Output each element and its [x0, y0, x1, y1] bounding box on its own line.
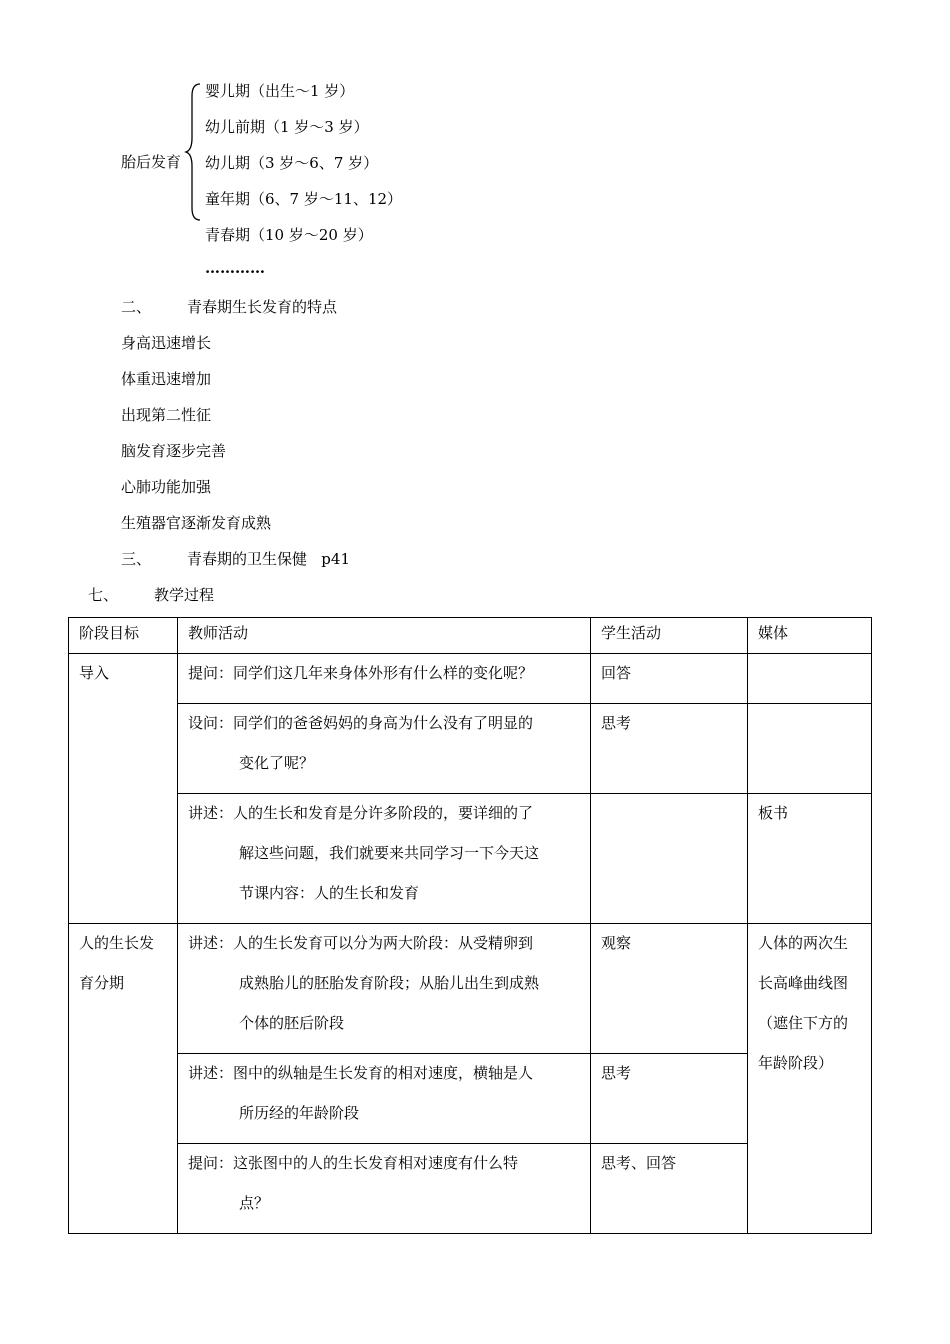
student-cell: 思考 — [591, 704, 748, 794]
stage-infant: 婴儿期（出生～1 岁） — [205, 82, 355, 100]
media-cell: 板书 — [748, 794, 872, 924]
table-row — [69, 924, 872, 1054]
stage-cell: 人的生长发 育分期 — [69, 924, 178, 1234]
section7-number: 七、 — [88, 586, 119, 604]
feature-item: 身高迅速增长 — [121, 334, 212, 352]
feature-item: 出现第二性征 — [121, 406, 212, 424]
table-row — [69, 794, 872, 924]
stage-cell: 导入 — [69, 654, 178, 924]
student-cell: 观察 — [591, 924, 748, 1054]
section7-title: 教学过程 — [154, 586, 215, 604]
postnatal-label: 胎后发育 — [121, 153, 182, 171]
stage-toddler: 幼儿期（3 岁～6、7 岁） — [205, 154, 379, 172]
teacher-cell: 提问：同学们这几年来身体外形有什么样的变化呢？ — [178, 654, 591, 704]
section3-title: 青春期的卫生保健 p41 — [187, 550, 350, 568]
section3-number: 三、 — [121, 550, 152, 568]
student-cell: 思考 — [591, 1054, 748, 1144]
media-cell: 人体的两次生 长高峰曲线图 （遮住下方的 年龄阶段） — [748, 924, 872, 1234]
header-stage: 阶段目标 — [69, 618, 178, 654]
teacher-cell: 讲述：图中的纵轴是生长发育的相对速度，横轴是人 所历经的年龄阶段 — [178, 1054, 591, 1144]
teacher-cell: 设问：同学们的爸爸妈妈的身高为什么没有了明显的 变化了呢？ — [178, 704, 591, 794]
teacher-cell: 提问：这张图中的人的生长发育相对速度有什么特 点？ — [178, 1144, 591, 1234]
teacher-cell: 讲述：人的生长和发育是分许多阶段的，要详细的了 解这些问题，我们就要来共同学习一下今天这 节课内容：人的生长和发育 — [178, 794, 591, 924]
student-cell: 思考、回答 — [591, 1144, 748, 1234]
student-cell — [591, 794, 748, 924]
table-header-row — [69, 618, 872, 654]
table-row — [69, 654, 872, 704]
feature-item: 生殖器官逐渐发育成熟 — [121, 514, 272, 532]
header-teacher: 教师活动 — [178, 618, 591, 654]
feature-item: 体重迅速增加 — [121, 370, 212, 388]
section2-title: 青春期生长发育的特点 — [187, 298, 338, 316]
teaching-process-table — [68, 617, 872, 1234]
header-media: 媒体 — [748, 618, 872, 654]
teacher-cell: 讲述：人的生长发育可以分为两大阶段：从受精卵到 成熟胎儿的胚胎发育阶段；从胎儿出生到成熟 个体的胚后阶段 — [178, 924, 591, 1054]
table-row — [69, 704, 872, 794]
feature-item: 心肺功能加强 — [121, 478, 212, 496]
stage-ellipsis: ………… — [205, 259, 265, 277]
media-cell — [748, 654, 872, 704]
stage-childhood: 童年期（6、7 岁～11、12） — [205, 190, 403, 208]
feature-item: 脑发育逐步完善 — [121, 442, 227, 460]
header-student: 学生活动 — [591, 618, 748, 654]
curly-brace-icon — [184, 82, 204, 222]
student-cell: 回答 — [591, 654, 748, 704]
media-cell — [748, 704, 872, 794]
stage-early-toddler: 幼儿前期（1 岁～3 岁） — [205, 118, 369, 136]
stage-adolescence: 青春期（10 岁～20 岁） — [205, 226, 373, 244]
section2-number: 二、 — [121, 298, 152, 316]
